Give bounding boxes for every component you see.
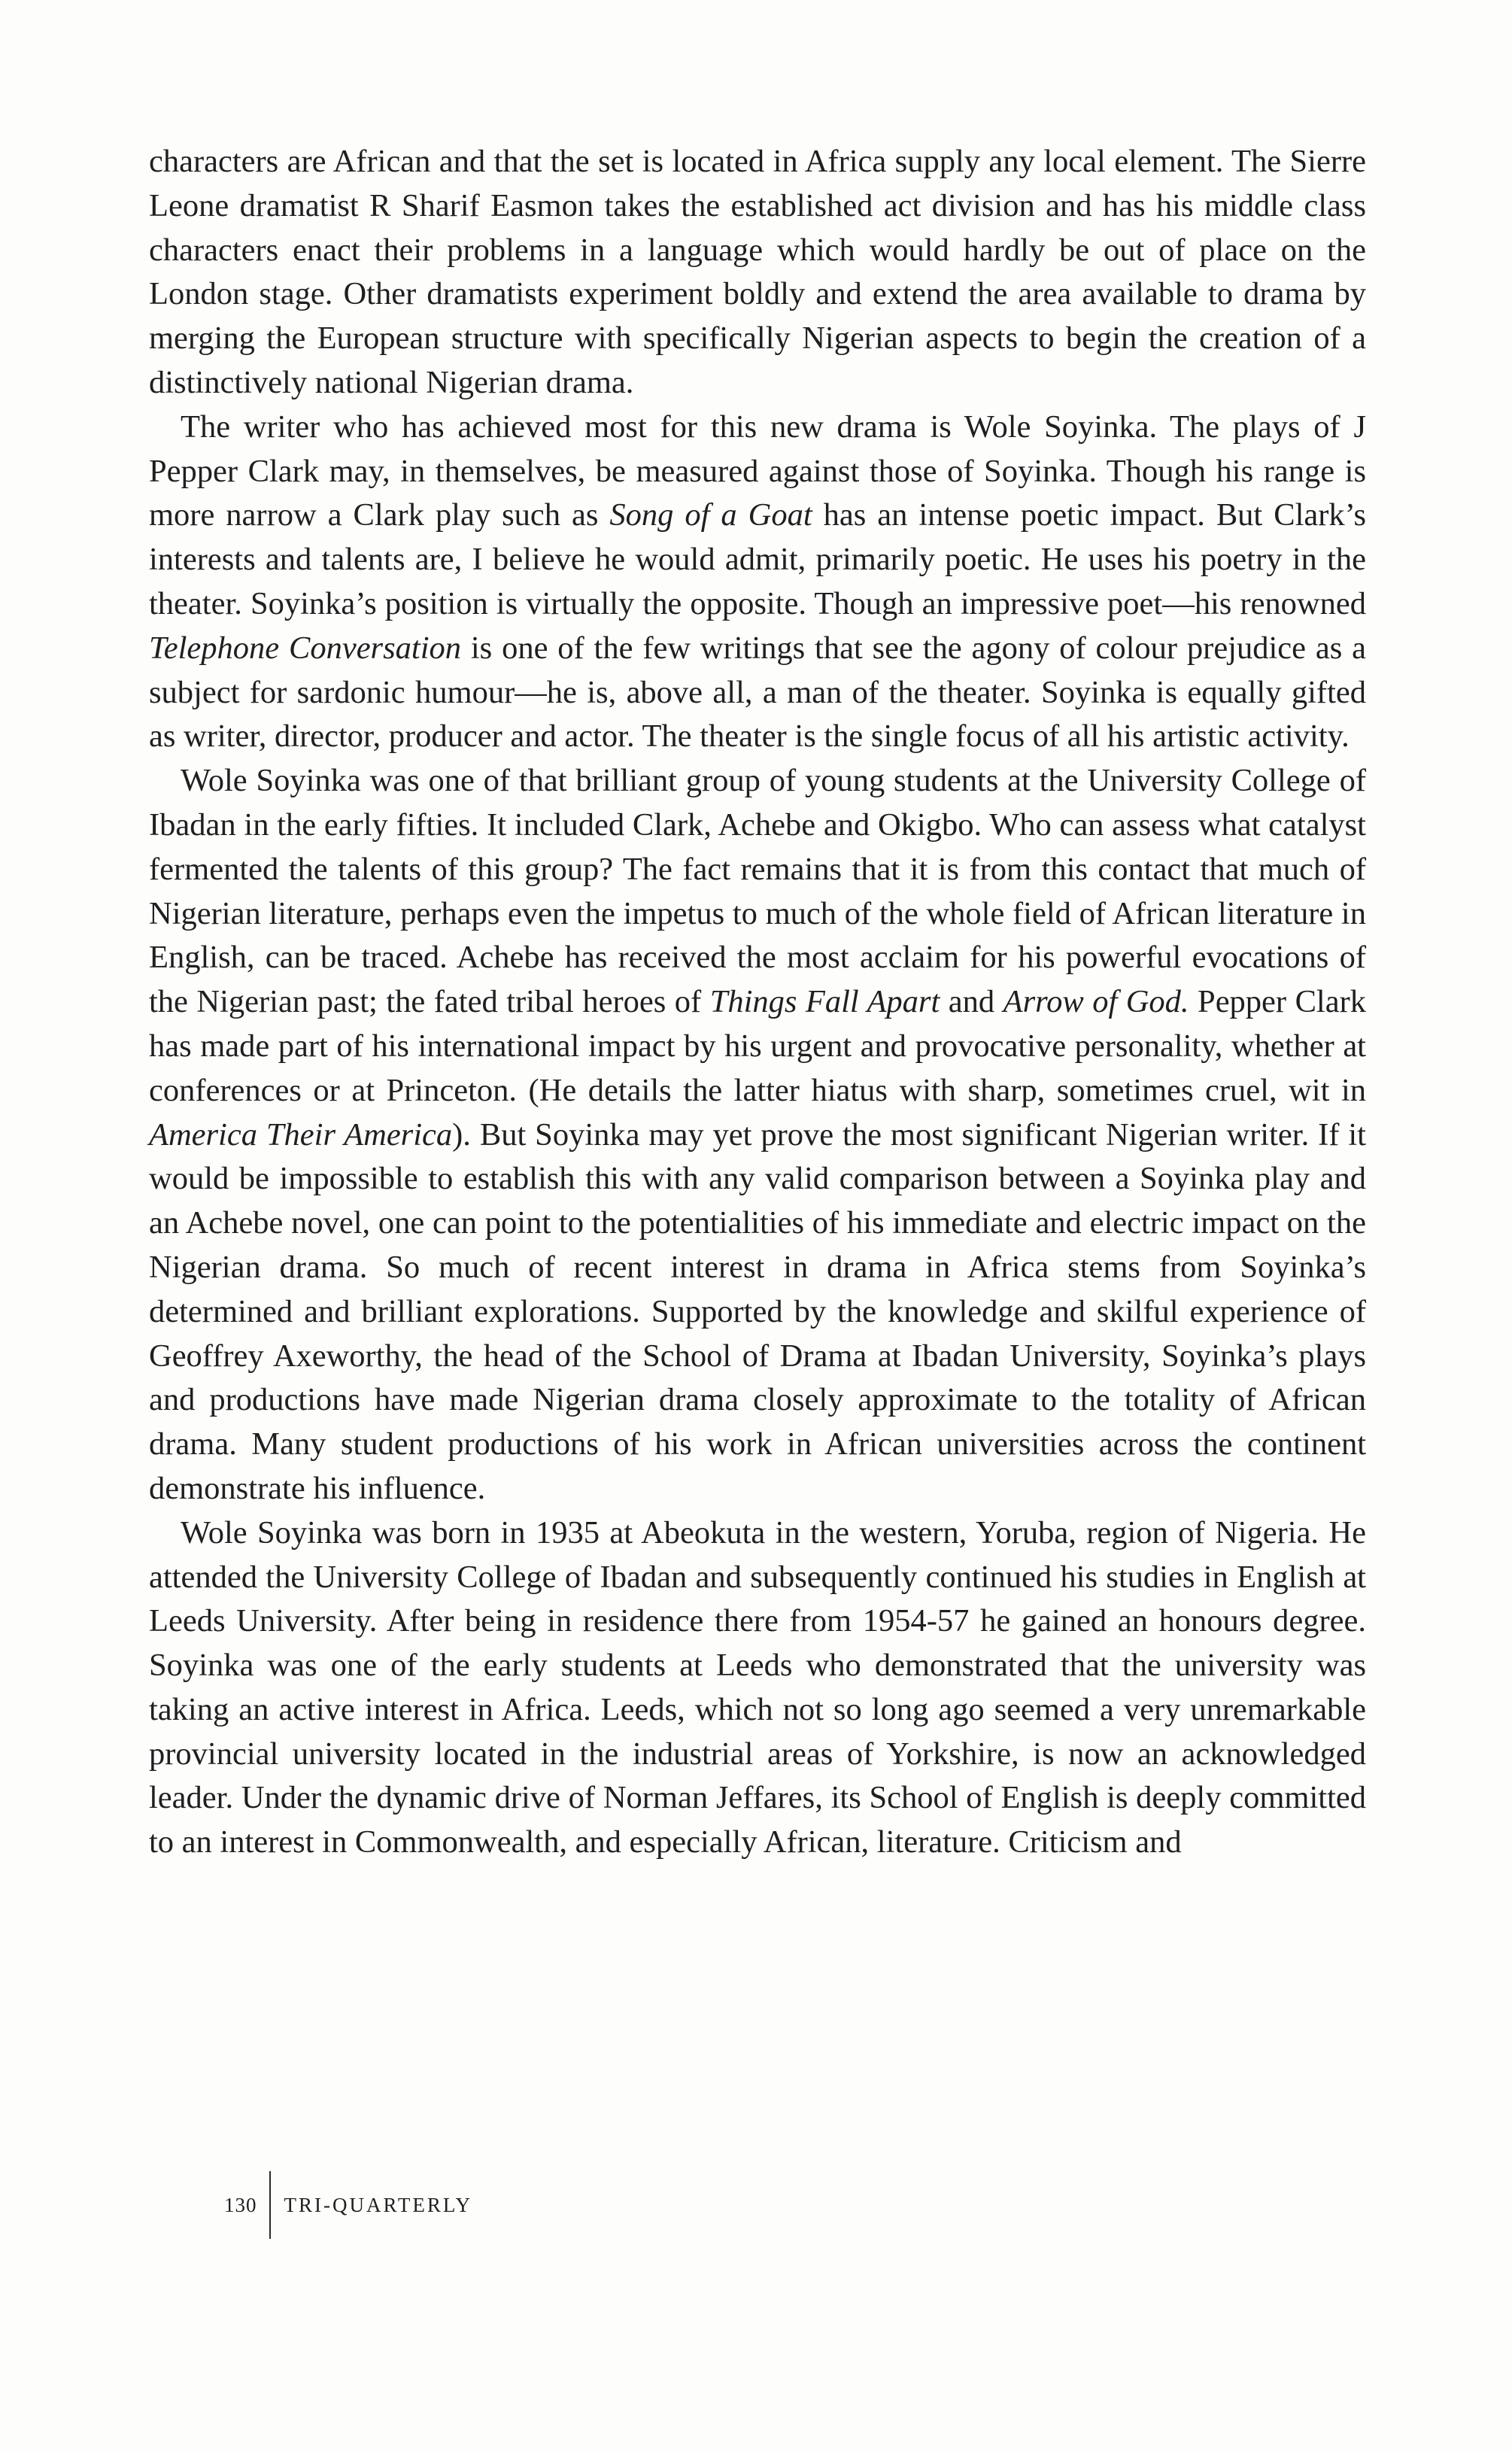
paragraph-4 (149, 1511, 1366, 1865)
paragraph-3-text-c: Pepper Clark has made part of his international impact by his urgent and provocative personality, whether at conferences or at Princeton. (He details the latter hiatus with sharp, sometimes cruel, wit in (149, 984, 1366, 1108)
paragraph-3-text-a: Wole Soyinka was one of that brilliant group of young students at the University College of Ibadan in the early fifties. It included Clark, Achebe and Okigbo. Who can assess what catalyst fermented the talents of this group? The fact remains that it is from this contact that much of Nigerian literature, perhaps even the impetus to much of the whole field of African literature in English, can be traced. Achebe has received the most acclaim for his powerful evocations of the Nigerian past; the fated tribal heroes of (149, 763, 1366, 1020)
body-text (149, 140, 1366, 1865)
title-things-fall-apart: Things Fall Apart (709, 984, 940, 1020)
paragraph-2-text-b: has an intense poetic impact. But Clark’s interests and talents are, I believe he would admit, primarily poetic. He uses his poetry in the theater. Soyinka’s position is virtually the opposite. Though an impressive poet—his renowned (149, 497, 1366, 621)
title-arrow-of-god: Arrow of God. (1003, 984, 1189, 1020)
paragraph-2-text-a: The writer who has achieved most for this new drama is Wole Soyinka. The plays of J Pepper Clark may, in themselves, be measured against those of Soyinka. Though his range is more narrow a Clark play such as (149, 408, 1366, 533)
paragraph-4-text: Wole Soyinka was born in 1935 at Abeokuta in the western, Yoruba, region of Nigeria. He attended the University College of Ibadan and subsequently continued his studies in English at Leeds University. After being in residence there from 1954-57 he gained an honours degree. Soyinka was one of the early students at Leeds who demonstrated that the university was taking an active interest in Africa. Leeds, which not so long ago seemed a very unremarkable provincial university located in the industrial areas of Yorkshire, is now an acknowledged leader. Under the dynamic drive of Norman Jeffares, its School of English is deeply committed to an interest in Commonwealth, and especially African, literature. Criticism and (149, 1514, 1366, 1860)
page-footer (224, 2171, 472, 2239)
paragraph-2 (149, 405, 1366, 759)
page-number: 130 (224, 2193, 257, 2216)
title-america-their-america: America Their America (149, 1116, 453, 1153)
paragraph-2-text-c: is one of the few writings that see the agony of colour prejudice as a subject for sardonic humour—he is, above all, a man of the theater. Soyinka is equally gifted as writer, director, producer and actor. The theater is the single focus of all his artistic activity. (149, 630, 1367, 755)
paragraph-1-text: characters are African and that the set is located in Africa supply any local element. The Sierre Leone dramatist R Sharif Easmon takes the established act division and has his middle class characters enact their problems in a language which would hardly be out of place on the London stage. Other dramatists experiment boldly and extend the area available to drama by merging the European structure with specifically Nigerian aspects to begin the creation of a distinctively national Nigerian drama. (149, 144, 1366, 400)
paragraph-3 (149, 759, 1366, 1511)
title-telephone-conversation: Telephone Conversation (149, 630, 462, 666)
paragraph-1 (149, 140, 1366, 405)
title-song-of-a-goat: Song of a Goat (609, 497, 812, 533)
journal-name: TRI-QUARTERLY (284, 2193, 473, 2216)
paragraph-3-text-b: and (940, 984, 1003, 1020)
paragraph-3-text-d: ). But Soyinka may yet prove the most significant Nigerian writer. If it would be impossible to establish this with any valid comparison between a Soyinka play and an Achebe novel, one can point to the potentialities of his immediate and electric impact on the Nigerian drama. So much of recent interest in drama in Africa stems from Soyinka’s determined and brilliant explorations. Supported by the knowledge and skilful experience of Geoffrey Axeworthy, the head of the School of Drama at Ibadan University, Soyinka’s plays and productions have made Nigerian drama closely approximate to the totality of African drama. Many student productions of his work in African universities across the continent demonstrate his influence. (149, 1116, 1366, 1506)
